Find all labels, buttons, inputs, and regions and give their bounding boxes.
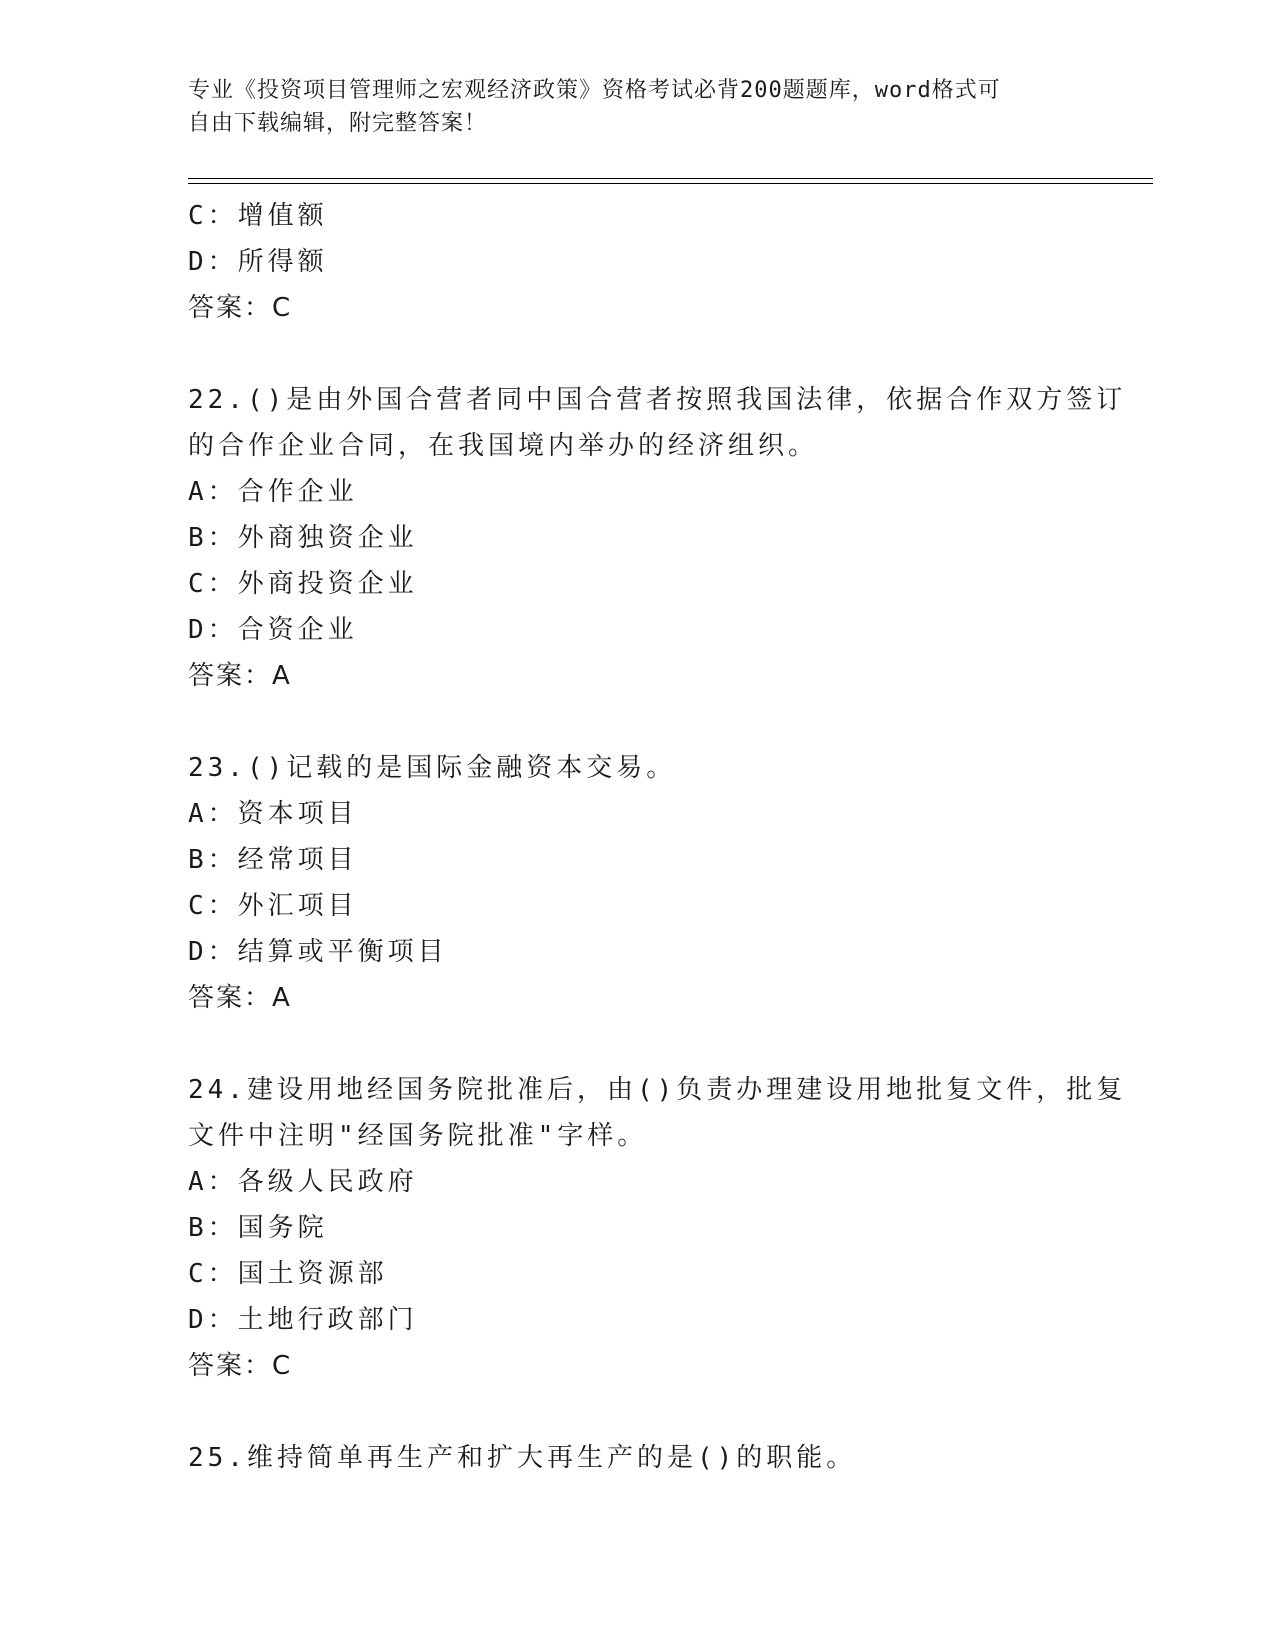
answer: 答案：C [188, 293, 293, 323]
question-23 [188, 745, 1088, 1021]
option-d: D：所得额 [188, 247, 328, 277]
option-c: C：外商投资企业 [188, 569, 418, 599]
document-header [188, 74, 1088, 140]
header-line-2: 自由下载编辑，附完整答案！ [188, 111, 488, 136]
question-25 [188, 1435, 1088, 1481]
option-d: D：结算或平衡项目 [188, 937, 448, 967]
option-c: C：外汇项目 [188, 891, 358, 921]
option-b: B：经常项目 [188, 845, 358, 875]
option-b: B：外商独资企业 [188, 523, 418, 553]
question-text-line-1: 24.建设用地经国务院批准后，由()负责办理建设用地批复文件，批复 [188, 1075, 1127, 1105]
question-21 [188, 193, 1088, 331]
question-text-line-1: 22.()是由外国合营者同中国合营者按照我国法律，依据合作双方签订 [188, 385, 1127, 415]
question-list [188, 193, 1127, 1481]
spacer [188, 1021, 1088, 1067]
option-a: A：各级人民政府 [188, 1167, 418, 1197]
question-text-line-1: 25.维持简单再生产和扩大再生产的是()的职能。 [188, 1443, 857, 1473]
header-line-1: 专业《投资项目管理师之宏观经济政策》资格考试必背200题题库，word格式可 [188, 78, 1001, 103]
answer: 答案：A [188, 983, 292, 1013]
question-text-line-1: 23.()记载的是国际金融资本交易。 [188, 753, 677, 783]
spacer [188, 1389, 1088, 1435]
option-b: B：国务院 [188, 1213, 328, 1243]
option-c: C：国土资源部 [188, 1259, 388, 1289]
spacer [188, 699, 1088, 745]
question-text-line-2: 文件中注明"经国务院批准"字样。 [188, 1121, 648, 1151]
option-d: D：合资企业 [188, 615, 358, 645]
answer: 答案：A [188, 661, 292, 691]
option-a: A：资本项目 [188, 799, 358, 829]
option-a: A：合作企业 [188, 477, 358, 507]
question-22 [188, 377, 1127, 699]
header-rule-bottom [188, 183, 1153, 184]
option-c: C：增值额 [188, 201, 328, 231]
question-text-line-2: 的合作企业合同，在我国境内举办的经济组织。 [188, 431, 819, 461]
answer: 答案：C [188, 1351, 293, 1381]
question-24 [188, 1067, 1127, 1389]
header-rule-top [188, 178, 1153, 179]
option-d: D：土地行政部门 [188, 1305, 418, 1335]
spacer [188, 331, 1088, 377]
